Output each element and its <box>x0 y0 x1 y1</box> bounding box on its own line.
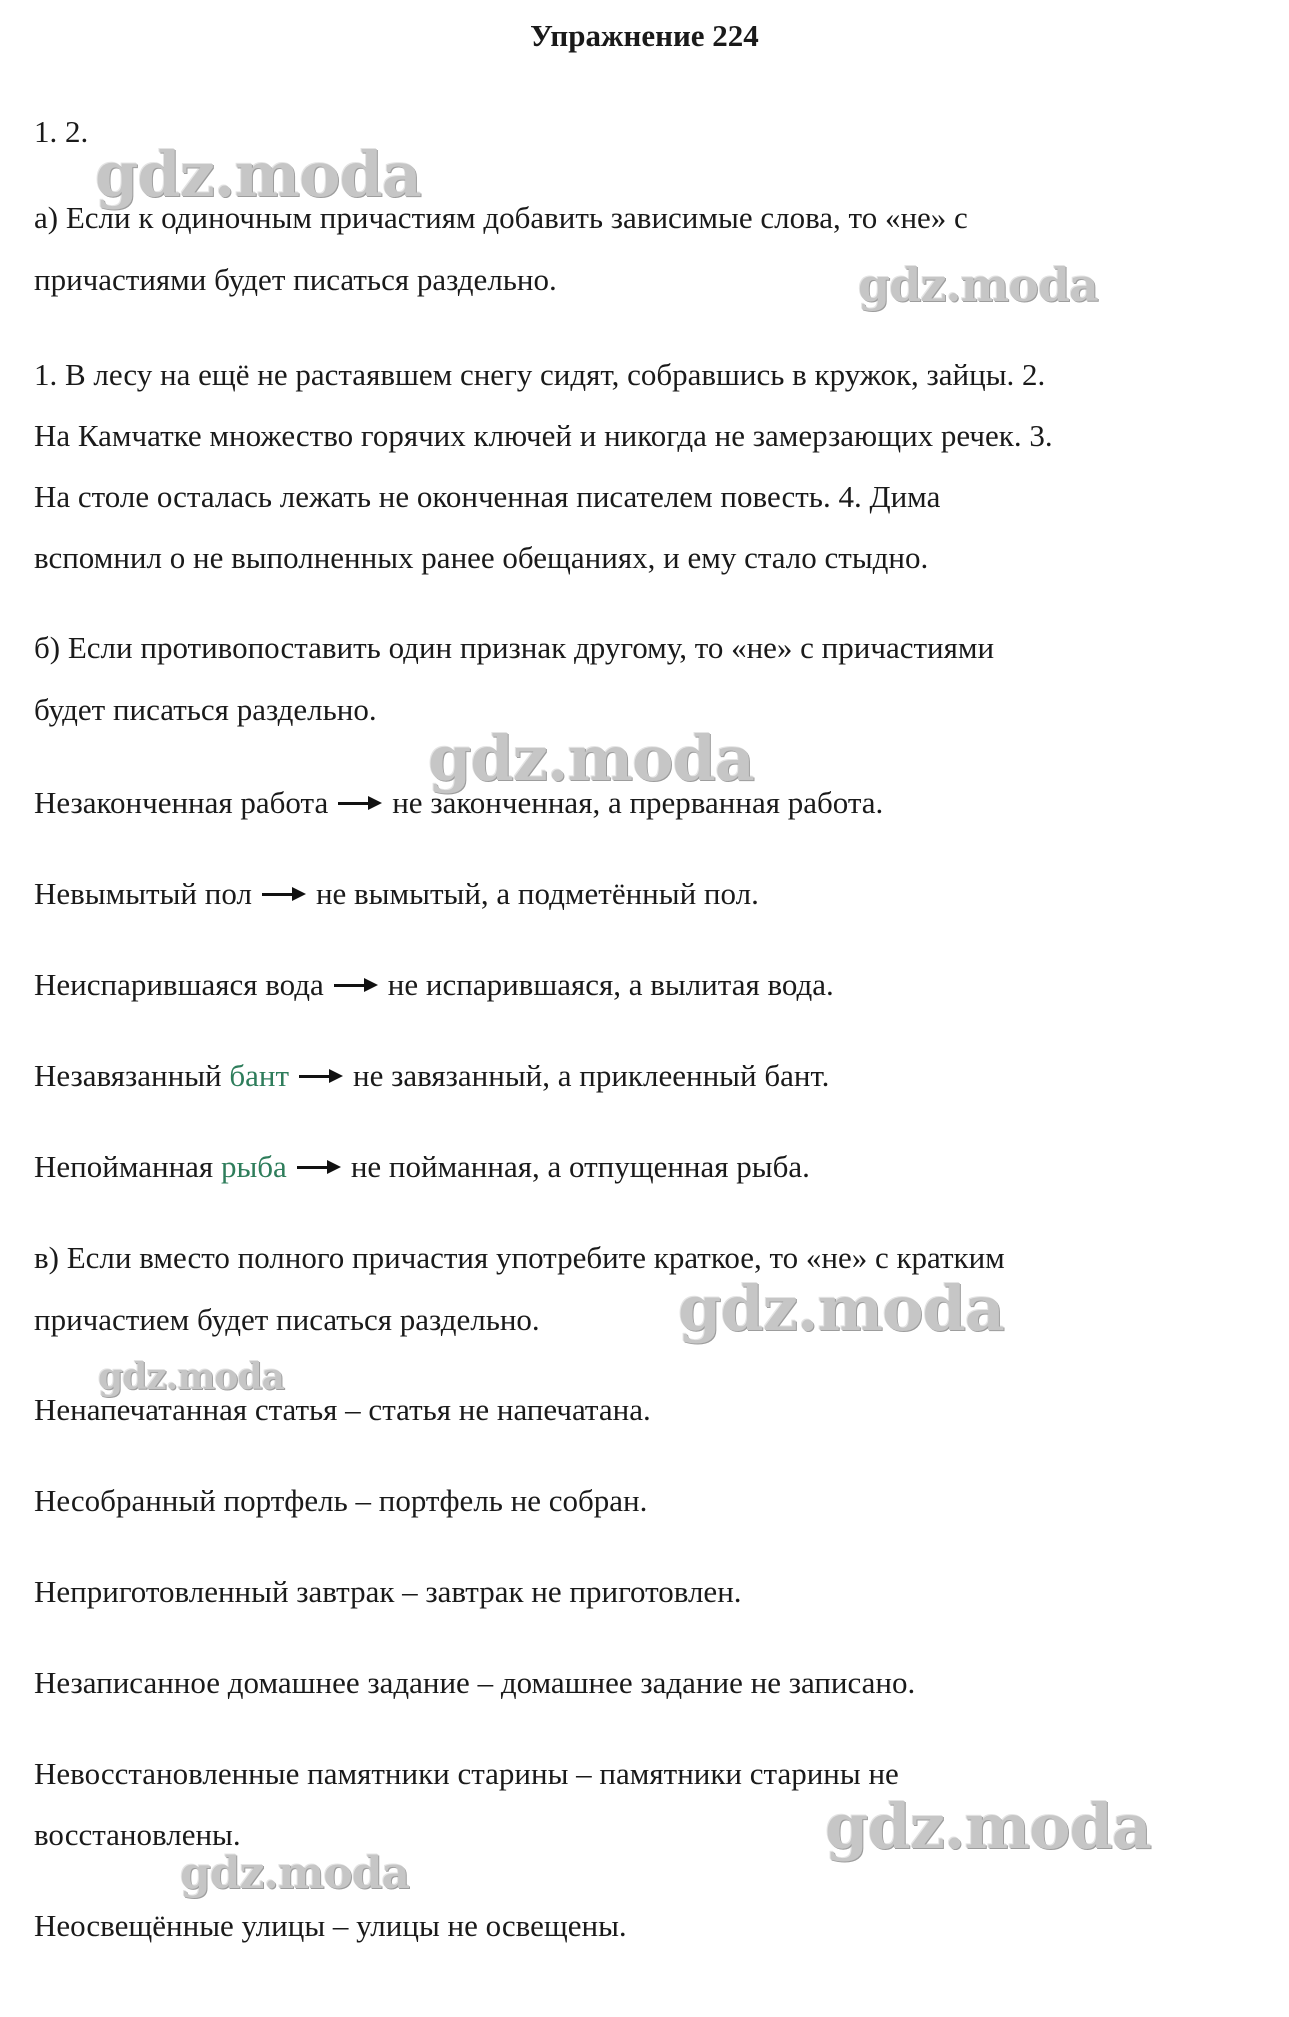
section-a-example-line-2: На Камчатке множество горячих ключей и никогда не замерзающих речек. 3. <box>34 418 1053 453</box>
section-c-intro-line-2: причастием будет писаться раздельно. <box>34 1302 540 1337</box>
exercise-title: Упражнение 224 <box>530 18 759 53</box>
pair-left: Невымытый пол <box>34 876 252 911</box>
arrow-right-icon <box>297 1147 341 1187</box>
pair-row <box>34 874 759 914</box>
arrow-right-icon <box>299 1056 343 1096</box>
pair-left-highlight: бант <box>229 1058 290 1093</box>
section-c-example: Несобранный портфель – портфель не собран. <box>34 1483 648 1518</box>
pair-right: не законченная, а прерванная работа. <box>392 785 884 820</box>
section-a-example-line-3: На столе осталась лежать не оконченная писателем повесть. 4. Дима <box>34 479 941 514</box>
pair-row <box>34 965 834 1005</box>
section-a-example-line-1: 1. В лесу на ещё не растаявшем снегу сидят, собравшись в кружок, зайцы. 2. <box>34 357 1046 392</box>
section-a-intro-line-2: причастиями будет писаться раздельно. <box>34 262 557 297</box>
section-a-example-line-4: вспомнил о не выполненных ранее обещаниях, и ему стало стыдно. <box>34 540 929 575</box>
watermark-logo: gdz.moda <box>180 1848 410 1899</box>
section-c-example: Неприготовленный завтрак – завтрак не приготовлен. <box>34 1574 742 1609</box>
watermark-logo: gdz.moda <box>858 258 1098 312</box>
watermark-logo: gdz.moda <box>95 138 421 211</box>
pair-row <box>34 1147 810 1187</box>
watermark-logo: gdz.moda <box>98 1356 284 1398</box>
pair-left: Непойманная <box>34 1149 214 1184</box>
arrow-right-icon <box>338 783 382 823</box>
pair-right: не завязанный, а приклеенный бант. <box>353 1058 830 1093</box>
watermark-logo: gdz.moda <box>428 722 754 795</box>
section-b-intro-line-1: б) Если противопоставить один признак другому, то «не» с причастиями <box>34 630 995 665</box>
pair-right: не пойманная, а отпущенная рыба. <box>350 1149 810 1184</box>
watermark-logo: gdz.moda <box>825 1790 1151 1863</box>
pair-left-highlight: рыба <box>220 1149 287 1184</box>
section-c-example: Ненапечатанная статья – статья не напечатана. <box>34 1392 651 1427</box>
arrow-right-icon <box>262 874 306 914</box>
section-c-example: Невосстановленные памятники старины – памятники старины не <box>34 1756 899 1791</box>
pair-right: не испарившаяся, а вылитая вода. <box>387 967 834 1002</box>
pair-left: Неиспарившаяся вода <box>34 967 324 1002</box>
task-numbering: 1. 2. <box>34 114 89 149</box>
pair-right: не вымытый, а подметённый пол. <box>315 876 759 911</box>
section-c-example: восстановлены. <box>34 1817 241 1852</box>
pair-left: Незаконченная работа <box>34 785 329 820</box>
section-c-example: Незаписанное домашнее задание – домашнее задание не записано. <box>34 1665 916 1700</box>
section-a-intro-line-1: а) Если к одиночным причастиям добавить зависимые слова, то «не» с <box>34 200 968 235</box>
section-c-example: Неосвещённые улицы – улицы не освещены. <box>34 1908 627 1943</box>
pair-left: Незавязанный <box>34 1058 222 1093</box>
section-b-intro-line-2: будет писаться раздельно. <box>34 692 377 727</box>
section-c-intro-line-1: в) Если вместо полного причастия употребите краткое, то «не» с кратким <box>34 1240 1005 1275</box>
watermark-logo: gdz.moda <box>678 1272 1004 1345</box>
arrow-right-icon <box>334 965 378 1005</box>
pair-row <box>34 1056 829 1096</box>
